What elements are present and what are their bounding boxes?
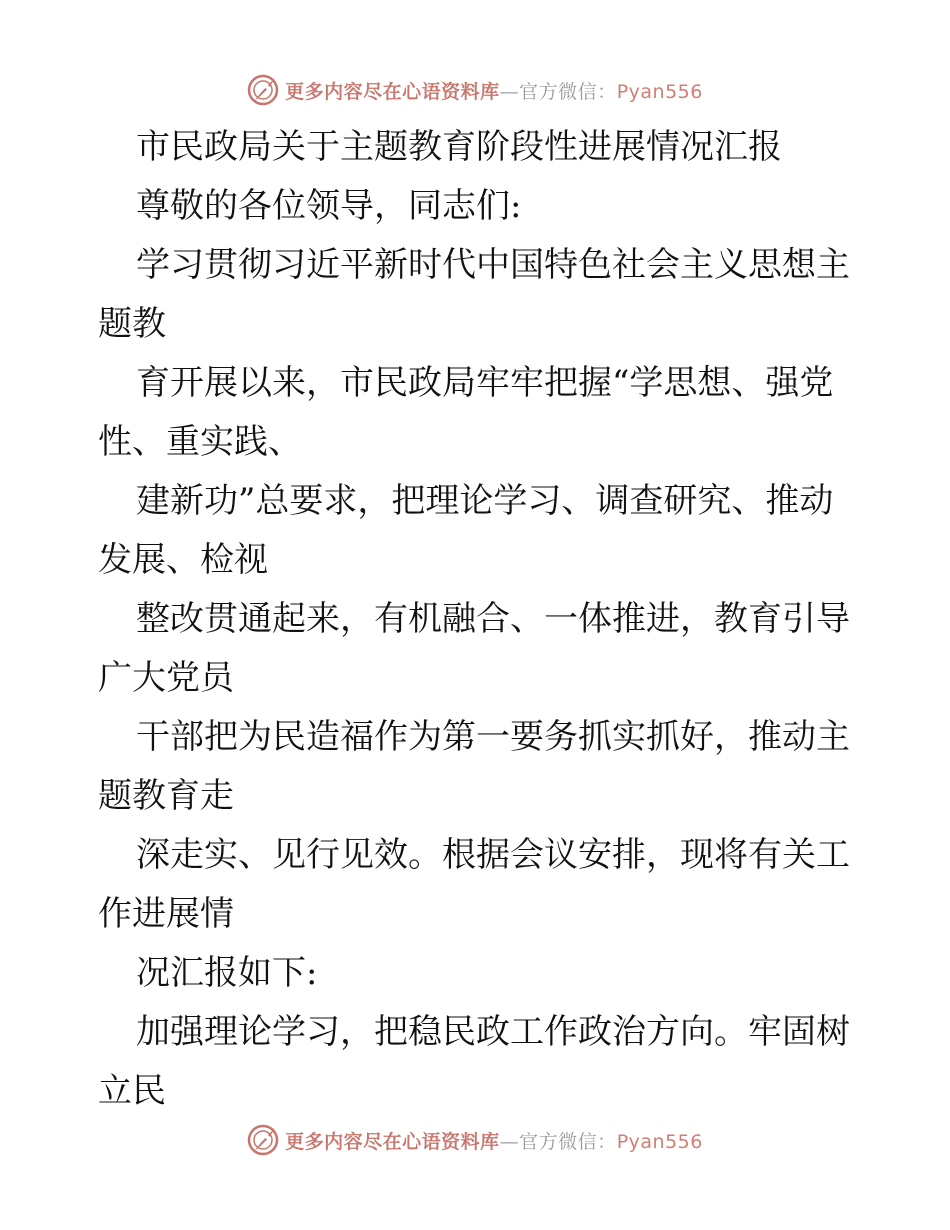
- text-line: 市民政局关于主题教育阶段性进展情况汇报: [136, 127, 782, 167]
- text-line: 尊敬的各位领导，同志们:: [136, 186, 522, 226]
- watermark-account: Pyan556: [616, 80, 703, 103]
- text-line: 发展、检视: [98, 540, 268, 580]
- watermark-dash: —: [499, 80, 520, 103]
- text-line: 性、重实践、: [98, 422, 302, 462]
- watermark-text: [285, 77, 703, 104]
- watermark-wechat-label: 官方微信：: [519, 80, 617, 103]
- watermark-dash: —: [499, 1130, 520, 1153]
- text-line: 立民: [98, 1071, 166, 1111]
- quill-logo-icon: [247, 74, 279, 106]
- text-line: 建新功”总要求，把理论学习、调查研究、推动: [136, 481, 834, 521]
- text-line: 深走实、见行见效。根据会议安排，现将有关工: [136, 835, 850, 875]
- text-line: 加强理论学习，把稳民政工作政治方向。牢固树: [136, 1012, 850, 1052]
- footer-watermark: [0, 1120, 950, 1160]
- text-line: 学习贯彻习近平新时代中国特色社会主义思想主: [136, 245, 850, 285]
- text-line: 广大党员: [98, 658, 234, 698]
- text-line: 整改贯通起来，有机融合、一体推进，教育引导: [136, 599, 850, 639]
- text-line: 题教育走: [98, 776, 234, 816]
- document-body: [98, 118, 858, 1121]
- quill-logo-icon: [247, 1124, 279, 1156]
- watermark-wechat-label: 官方微信：: [519, 1130, 617, 1153]
- watermark-slogan: 更多内容尽在心语资料库: [285, 1130, 500, 1153]
- watermark-account: Pyan556: [616, 1130, 703, 1153]
- text-line: 况汇报如下:: [136, 953, 318, 993]
- watermark-slogan: 更多内容尽在心语资料库: [285, 80, 500, 103]
- text-line: 题教: [98, 304, 166, 344]
- text-line: 作进展情: [98, 894, 234, 934]
- text-line: 育开展以来，市民政局牢牢把握“学思想、强党: [136, 363, 834, 403]
- header-watermark: [0, 70, 950, 110]
- watermark-text: [285, 1127, 703, 1154]
- text-line: 干部把为民造福作为第一要务抓实抓好，推动主: [136, 717, 850, 757]
